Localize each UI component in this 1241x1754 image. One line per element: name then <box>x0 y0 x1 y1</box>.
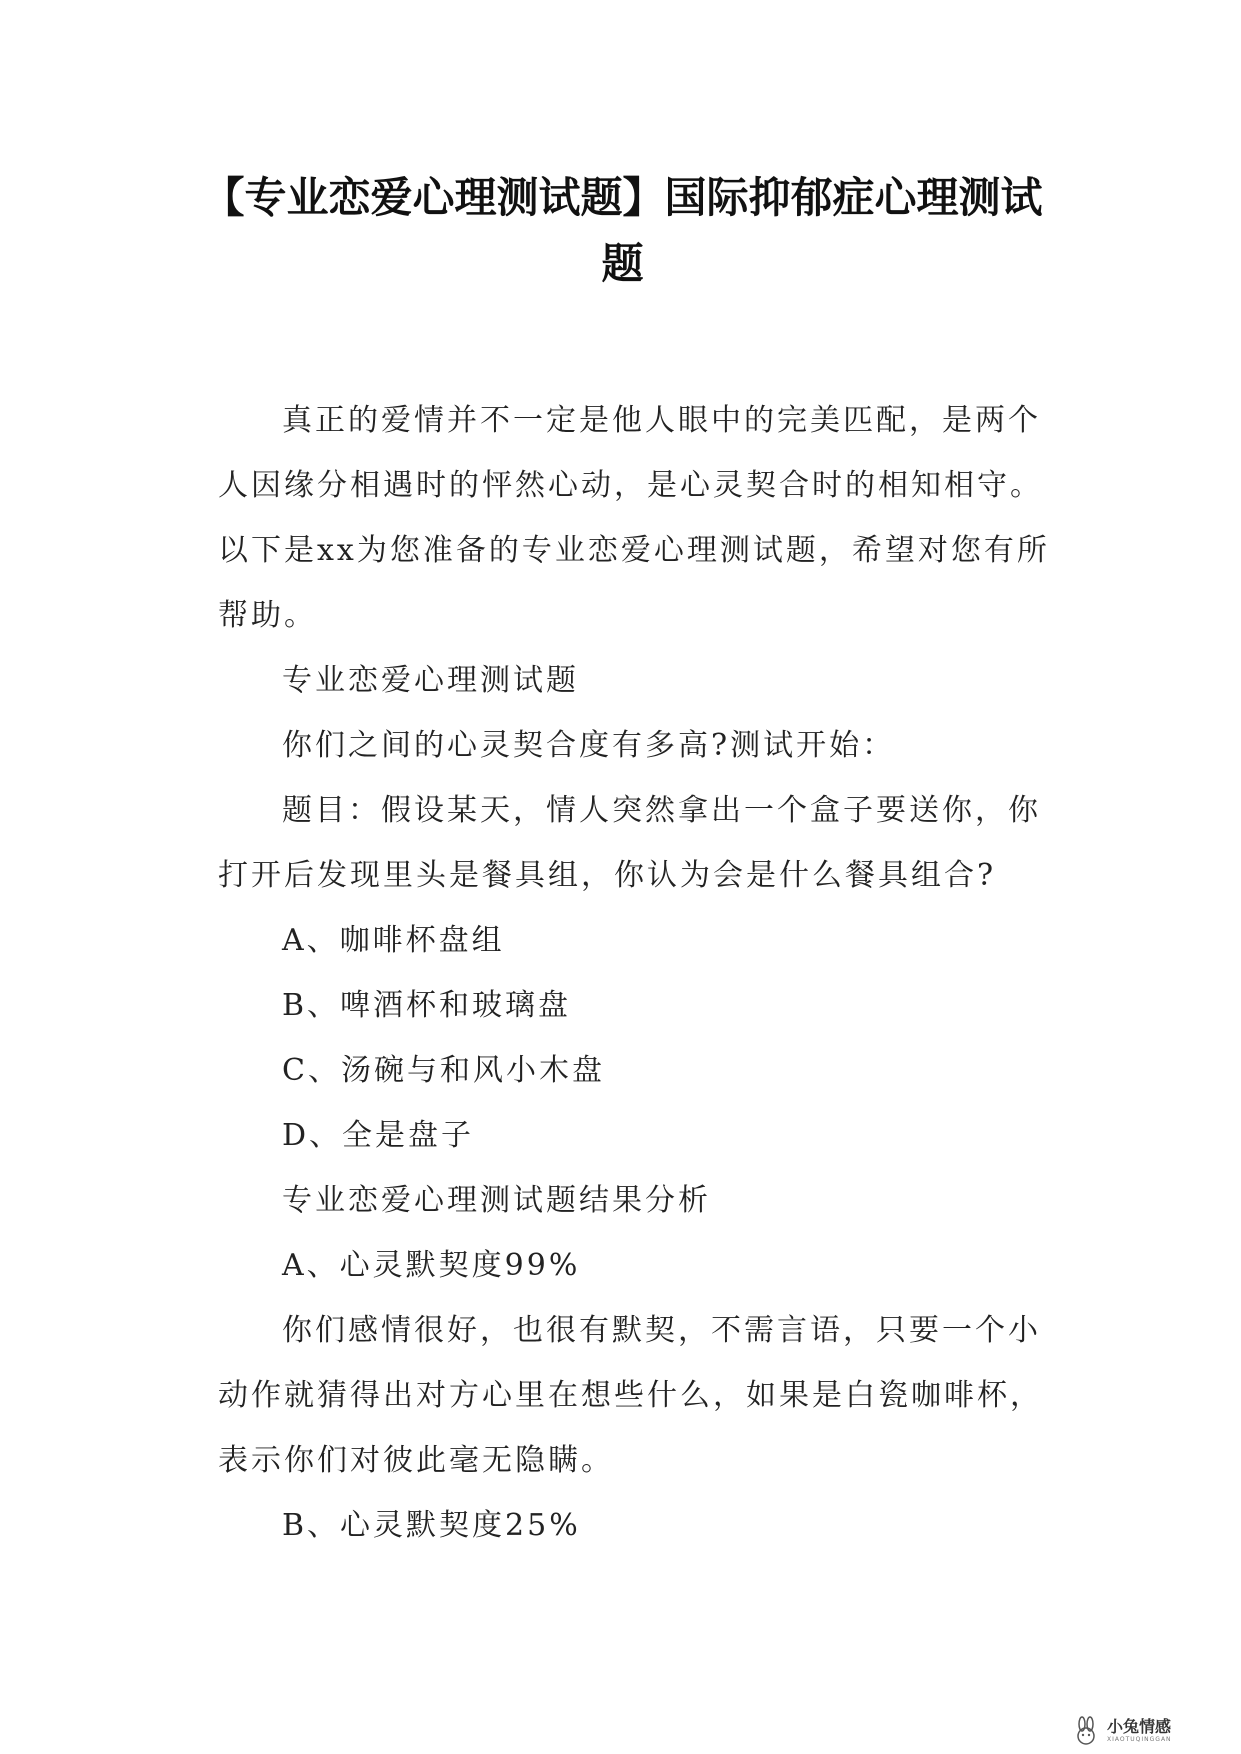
paragraph-result-heading: 专业恋爱心理测试题结果分析 <box>282 1183 711 1218</box>
rabbit-logo-icon <box>1071 1716 1101 1746</box>
result-b-heading: B、心灵默契度25% <box>282 1508 581 1543</box>
option-a: A、咖啡杯盘组 <box>282 923 505 958</box>
paragraph-test-heading: 专业恋爱心理测试题 <box>282 663 579 698</box>
paragraph-question: 题目：假设某天，情人突然拿出一个盒子要送你，你打开后发现里头是餐具组，你认为会是什么餐具组合? <box>218 793 1041 893</box>
paragraph-intro: 真正的爱情并不一定是他人眼中的完美匹配，是两个人因缘分相遇时的怦然心动，是心灵契合时的相知相守。以下是xx为您准备的专业恋爱心理测试题，希望对您有所帮助。 <box>218 403 1050 633</box>
result-a-heading: A、心灵默契度99% <box>282 1248 581 1283</box>
watermark-subtitle: XIAOTUQINGGAN <box>1107 1736 1172 1743</box>
watermark-name: 小兔情感 <box>1107 1717 1172 1736</box>
document-body <box>218 388 1063 1558</box>
option-c: C、汤碗与和风小木盘 <box>282 1053 605 1088</box>
option-d: D、全是盘子 <box>282 1118 475 1153</box>
document-title: 【专业恋爱心理测试题】国际抑郁症心理测试题 <box>202 173 1043 288</box>
paragraph-test-start: 你们之间的心灵契合度有多高?测试开始： <box>282 728 896 763</box>
result-a-text: 你们感情很好，也很有默契，不需言语，只要一个小动作就猜得出对方心里在想些什么，如果是白瓷咖啡杯，表示你们对彼此毫无隐瞒。 <box>218 1313 1043 1478</box>
option-b: B、啤酒杯和玻璃盘 <box>282 988 572 1023</box>
watermark <box>1071 1714 1231 1748</box>
